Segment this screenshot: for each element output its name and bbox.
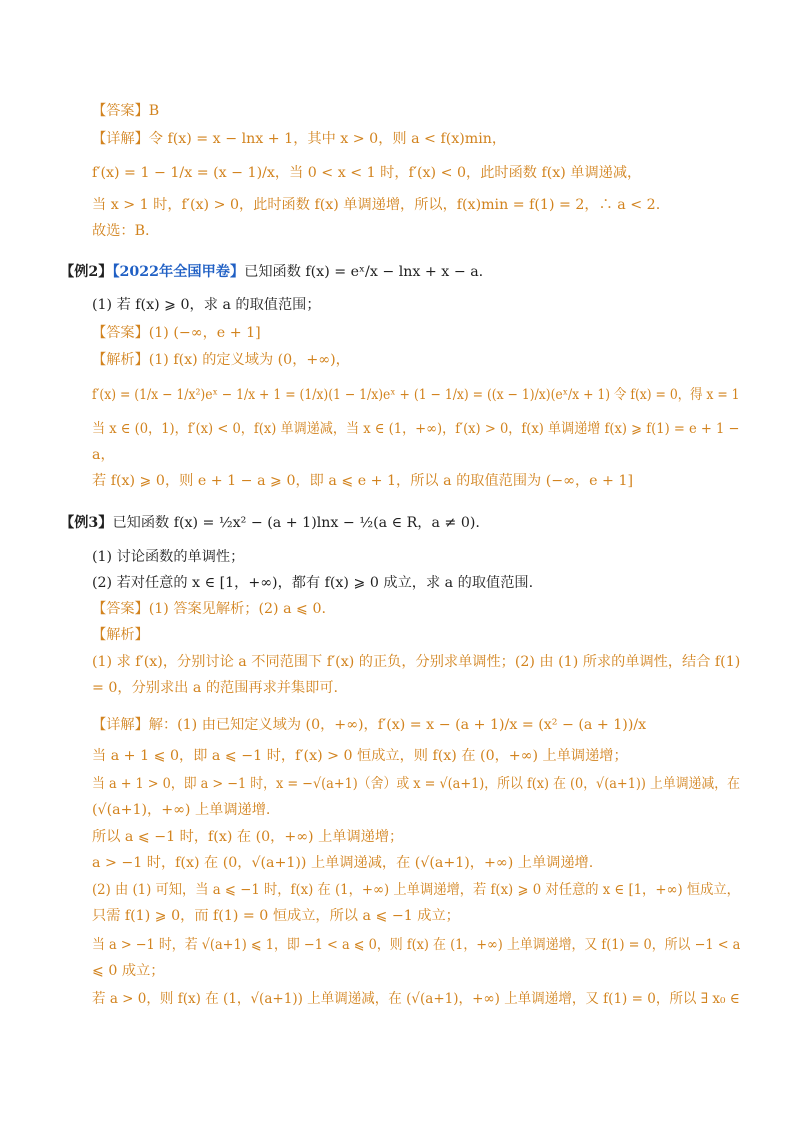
detail-line: 只需 f(1) ⩾ 0，而 f(1) = 0 恒成立，所以 a ⩽ −1 成立； — [92, 908, 460, 924]
detail-line: 当 a + 1 > 0，即 a > −1 时，x = −√(a+1)（舍）或 x = √(a+1)，所以 f(x) 在 (0，√(a+1)) 上单调递减，在 — [92, 776, 740, 792]
example-label: 【例3】 — [60, 515, 113, 531]
detail-line: ⩽ 0 成立； — [92, 963, 165, 979]
analysis-line: 【解析】(1) f(x) 的定义域为 (0，+∞)， — [92, 352, 350, 368]
analysis-line: 当 x ∈ (0，1)，f′(x) < 0，f(x) 单调递减，当 x ∈ (1，+∞)，f′(x) > 0，f(x) 单调递增 f(x) ⩾ f(1) = e + 1 − — [92, 421, 740, 437]
example3-heading — [60, 513, 480, 533]
detail-line: 当 a > −1 时，若 √(a+1) ⩽ 1，即 −1 < a ⩽ 0，则 f(x) 在 (1，+∞) 上单调递增，又 f(1) = 0，所以 −1 < a — [92, 937, 741, 953]
answer-line: 【答案】B — [92, 103, 160, 119]
answer-line: 【答案】(1) 答案见解析；(2) a ⩽ 0. — [92, 601, 326, 617]
question-1: (1) 若 f(x) ⩾ 0，求 a 的取值范围； — [92, 297, 321, 313]
analysis-title: 【解析】 — [92, 627, 149, 643]
detail-line: 故选：B. — [92, 223, 150, 239]
question-1: (1) 讨论函数的单调性； — [92, 549, 245, 565]
detail-line: 【详解】解：(1) 由已知定义域为 (0，+∞)，f′(x) = x − (a + 1)/x = (x² − (a + 1))/x — [92, 717, 647, 733]
detail-line: 当 a + 1 ⩽ 0，即 a ⩽ −1 时，f′(x) > 0 恒成立，则 f(x) 在 (0，+∞) 上单调递增； — [92, 748, 628, 764]
detail-line: 【详解】令 f(x) = x − lnx + 1，其中 x > 0，则 a < f(x)min， — [92, 131, 507, 147]
example-label: 【例2】 — [60, 264, 113, 280]
detail-line: 当 x > 1 时，f′(x) > 0，此时函数 f(x) 单调递增，所以，f(x)min = f(1) = 2，∴ a < 2. — [92, 197, 661, 213]
answer-line: 【答案】(1) (−∞，e + 1] — [92, 325, 261, 341]
detail-line: 所以 a ⩽ −1 时，f(x) 在 (0，+∞) 上单调递增； — [92, 829, 404, 845]
exam-source: 【2022年全国甲卷】 — [112, 264, 245, 280]
analysis-line: (1) 求 f′(x)，分别讨论 a 不同范围下 f′(x) 的正负，分别求单调性；(2) 由 (1) 所求的单调性，结合 f(1) — [92, 654, 741, 670]
analysis-line: = 0，分别求出 a 的范围再求并集即可. — [92, 680, 339, 696]
detail-line: a > −1 时，f(x) 在 (0，√(a+1)) 上单调递减，在 (√(a+1)，+∞) 上单调递增. — [92, 855, 594, 871]
example-stem: 已知函数 f(x) = ½x² − (a + 1)lnx − ½(a ∈ R，a ≠ 0). — [112, 515, 480, 531]
question-2: (2) 若对任意的 x ∈ [1，+∞)，都有 f(x) ⩾ 0 成立，求 a 的取值范围. — [92, 575, 534, 591]
example-stem: 已知函数 f(x) = eˣ/x − lnx + x − a. — [244, 264, 484, 280]
detail-line: (2) 由 (1) 可知，当 a ⩽ −1 时，f(x) 在 (1，+∞) 上单调递增，若 f(x) ⩾ 0 对任意的 x ∈ [1，+∞) 恒成立， — [92, 882, 740, 898]
detail-line: 若 a > 0，则 f(x) 在 (1，√(a+1)) 上单调递减，在 (√(a+1)，+∞) 上单调递增，又 f(1) = 0，所以 ∃ x₀ ∈ — [92, 991, 740, 1007]
analysis-line: a， — [92, 447, 115, 463]
analysis-line: f′(x) = (1/x − 1/x²)eˣ − 1/x + 1 = (1/x)(1 − 1/x)eˣ + (1 − 1/x) = ((x − 1)/x)(eˣ/x + 1) 令 f(x) = 0，得 x = 1 — [92, 387, 740, 403]
detail-line: f′(x) = 1 − 1/x = (x − 1)/x，当 0 < x < 1 时，f′(x) < 0，此时函数 f(x) 单调递减， — [92, 165, 642, 181]
example2-heading — [60, 262, 483, 282]
analysis-line: 若 f(x) ⩾ 0，则 e + 1 − a ⩾ 0，即 a ⩽ e + 1，所以 a 的取值范围为 (−∞，e + 1] — [92, 473, 634, 489]
detail-line: (√(a+1)，+∞) 上单调递增. — [92, 802, 271, 818]
